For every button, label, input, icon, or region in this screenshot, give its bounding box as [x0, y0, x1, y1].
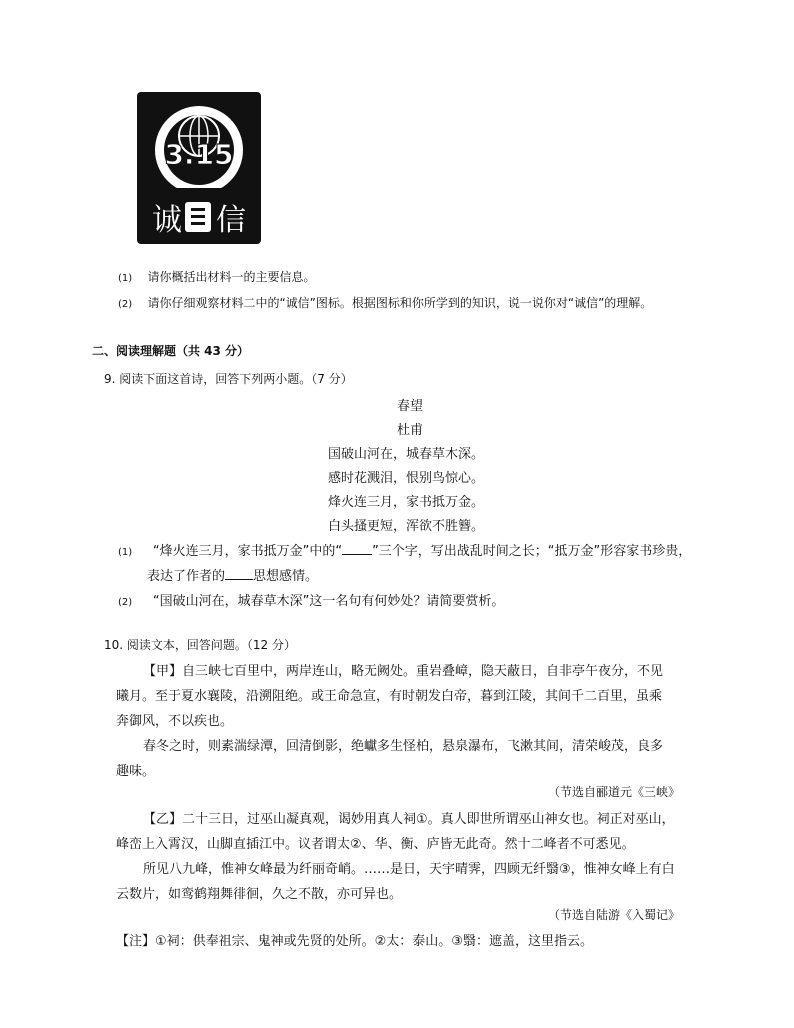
question-text-c: 表达了作者的: [147, 569, 226, 584]
q9-sub1-cont: [147, 565, 318, 584]
question-text: 请你仔细观察材料二中的“诚信”图标。根据图标和你所学到的知识，说一说你对“诚信”的理解。: [147, 296, 653, 310]
svg-text:信: 信: [216, 203, 246, 238]
question-text-b: ”三个字，写出战乱时间之长；“抵万金”形容家书珍贵，: [372, 544, 692, 559]
poem-line: 白头搔更短，浑欲不胜簪。: [328, 519, 485, 534]
q9-sub1: [118, 540, 691, 559]
poem-line: 国破山河在，城春草木深。: [328, 447, 485, 462]
jia-source: （节选自郦道元《三峡》: [548, 785, 681, 799]
jia-line: 曦月。至于夏水襄陵，沿溯阻绝。或王命急宣，有时朝发白帝，暮到江陵，其间千二百里，虽乘: [116, 689, 663, 704]
svg-text:诚: 诚: [152, 203, 182, 238]
question-number: (1): [118, 547, 133, 558]
question-number: (2): [118, 299, 133, 310]
jia-line: 奔御风，不以疾也。: [116, 714, 234, 729]
jia-line: 【甲】自三峡七百里中，两岸连山，略无阙处。重岩叠嶂，隐天蔽日，自非亭午夜分，不见: [143, 664, 664, 679]
yi-line: 云数片，如鸾鹤翔舞徘徊，久之不散，亦可异也。: [116, 887, 403, 902]
poem-title: 春望: [396, 399, 423, 414]
yi-source: （节选自陆游《入蜀记》: [548, 908, 681, 922]
question-text: “国破山河在，城春草木深”这一名句有何妙处？请简要赏析。: [152, 594, 505, 609]
yi-line: 峰峦上入霄汉，山脚直插江中。议者谓太②、华、衡、庐皆无此奇。然十二峰者不可悉见。: [116, 837, 635, 852]
poem-author: 杜甫: [396, 423, 423, 438]
material-question-2: [118, 294, 652, 311]
jia-line: 春冬之时，则素湍绿潭，回清倒影，绝巘多生怪柏，悬泉瀑布，飞漱其间，清荣峻茂，良多: [143, 739, 664, 754]
material-question-1: [118, 268, 315, 285]
poem-line: 感时花溅泪，恨别鸟惊心。: [328, 471, 485, 486]
q9-sub2: [118, 590, 504, 609]
answer-blank[interactable]: [225, 568, 253, 580]
315-integrity-logo-icon: [137, 92, 261, 244]
q9-stem: 9. 阅读下面这首诗，回答下列两小题。（7 分）: [104, 372, 353, 386]
yi-line: 【乙】二十三日，过巫山凝真观，谒妙用真人祠①。真人即世所谓巫山神女也。祠正对巫山，: [143, 812, 675, 827]
q10-stem: 10. 阅读文本，回答问题。（12 分）: [104, 638, 296, 652]
question-text-d: 思想感情。: [253, 569, 319, 584]
poem-line: 烽火连三月，家书抵万金。: [328, 495, 485, 510]
jia-line: 趣味。: [116, 764, 156, 779]
question-number: (1): [118, 273, 133, 284]
question-text-a: “烽火连三月，家书抵万金”中的“: [152, 544, 343, 559]
question-number: (2): [118, 597, 133, 608]
answer-blank[interactable]: [342, 543, 372, 555]
svg-text:3.15: 3.15: [164, 138, 234, 171]
question-text: 请你概括出材料一的主要信息。: [147, 270, 316, 284]
section-title: 二、阅读理解题（共 43 分）: [92, 344, 250, 358]
yi-line: 所见八九峰，惟神女峰最为纤丽奇峭。……是日，天宇晴霁，四顾无纤翳③，惟神女峰上有白: [143, 862, 675, 877]
annotation-note: 【注】①祠：供奉祖宗、鬼神或先贤的处所。②太：泰山。③翳：遮盖，这里指云。: [116, 934, 593, 949]
